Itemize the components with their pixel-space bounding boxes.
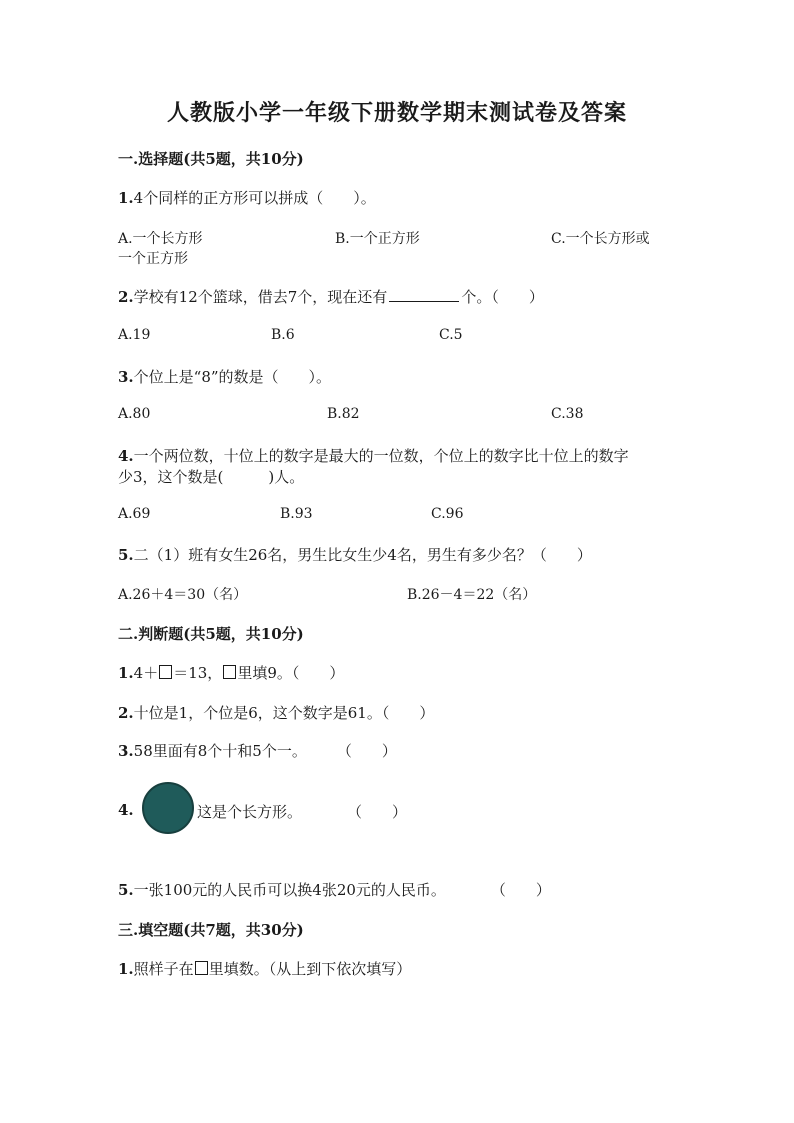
s1-q3-option-c: C.38 [551,406,584,422]
question-text-b: ＝13， [173,664,223,682]
section-2-heading: 二.判断题(共5题，共10分) [118,625,304,643]
s1-q4-option-c: C.96 [431,506,464,522]
s1-q4-option-b: B.93 [280,506,313,522]
question-text-after: 个。（ ） [461,288,544,306]
s1-question-4-line-1 [118,445,629,466]
question-text-before: 学校有12个篮球，借去7个，现在还有 [133,288,388,306]
document-title: 人教版小学一年级下册数学期末测试卷及答案 [166,100,627,126]
question-text-a: 照样子在 [133,960,194,978]
s2-question-5 [118,879,551,900]
s1-question-3 [118,366,331,387]
question-number: 1. [118,960,134,978]
question-text: 58里面有8个十和5个一。 （ ） [133,742,397,760]
s1-q5-option-b: B.26－4＝22（名） [407,587,537,603]
question-text-c: 里填9。（ ） [237,664,345,682]
blank-box-icon [159,665,172,679]
s1-q3-option-b: B.82 [327,406,360,422]
s2-question-4-text: 这是个长方形。 （ ） [197,803,408,821]
question-number: 4. [118,801,134,819]
s1-question-5 [118,544,592,565]
s1-question-4-line-2: 少3，这个数是( )人。 [118,468,305,486]
section-3-heading: 三.填空题(共7题，共30分) [118,921,304,939]
question-text-b: 里填数。（从上到下依次填写） [208,960,412,978]
question-text: 十位是1，个位是6，这个数字是61。（ ） [133,704,435,722]
s1-q3-option-a: A.80 [118,406,151,422]
s2-question-1 [118,662,344,683]
question-number: 2. [118,288,134,306]
question-number: 4. [118,447,134,465]
s1-q2-option-c: C.5 [439,327,463,343]
question-text: 一张100元的人民币可以换4张20元的人民币。 （ ） [133,881,551,899]
question-number: 2. [118,704,134,722]
section-1-heading: 一.选择题(共5题，共10分) [118,150,304,168]
question-number: 3. [118,368,134,386]
s2-question-4-number [118,801,134,819]
s1-question-1 [118,187,376,208]
question-text: 个位上是“8”的数是（ ）。 [133,368,332,386]
s2-question-2 [118,702,434,723]
question-number: 3. [118,742,134,760]
question-text-a: 4＋ [133,664,159,682]
question-text: 4个同样的正方形可以拼成（ ）。 [133,189,376,207]
s1-q5-option-a: A.26＋4＝30（名） [118,587,248,603]
s1-question-2 [118,286,544,307]
question-number: 1. [118,189,134,207]
s1-q4-option-a: A.69 [118,506,151,522]
question-number: 5. [118,881,134,899]
question-number: 1. [118,664,134,682]
s1-q2-option-a: A.19 [118,327,151,343]
circle-shape-icon [142,782,194,834]
s1-q1-option-a: A.一个长方形 [118,231,203,247]
question-text: 二（1）班有女生26名，男生比女生少4名，男生有多少名？（ ） [133,546,592,564]
question-number: 5. [118,546,134,564]
blank-box-icon [223,665,236,679]
s1-q1-option-c-continued: 一个正方形 [118,251,188,267]
s1-q1-option-b: B.一个正方形 [335,231,420,247]
blank-box-icon [195,961,208,975]
s2-question-3 [118,740,397,761]
s1-q2-option-b: B.6 [271,327,295,343]
s3-question-1 [118,958,411,979]
question-text: 一个两位数，十位上的数字是最大的一位数，个位上的数字比十位上的数字 [133,447,629,465]
s1-q1-option-c: C.一个长方形或 [551,231,650,247]
answer-blank [389,287,459,302]
